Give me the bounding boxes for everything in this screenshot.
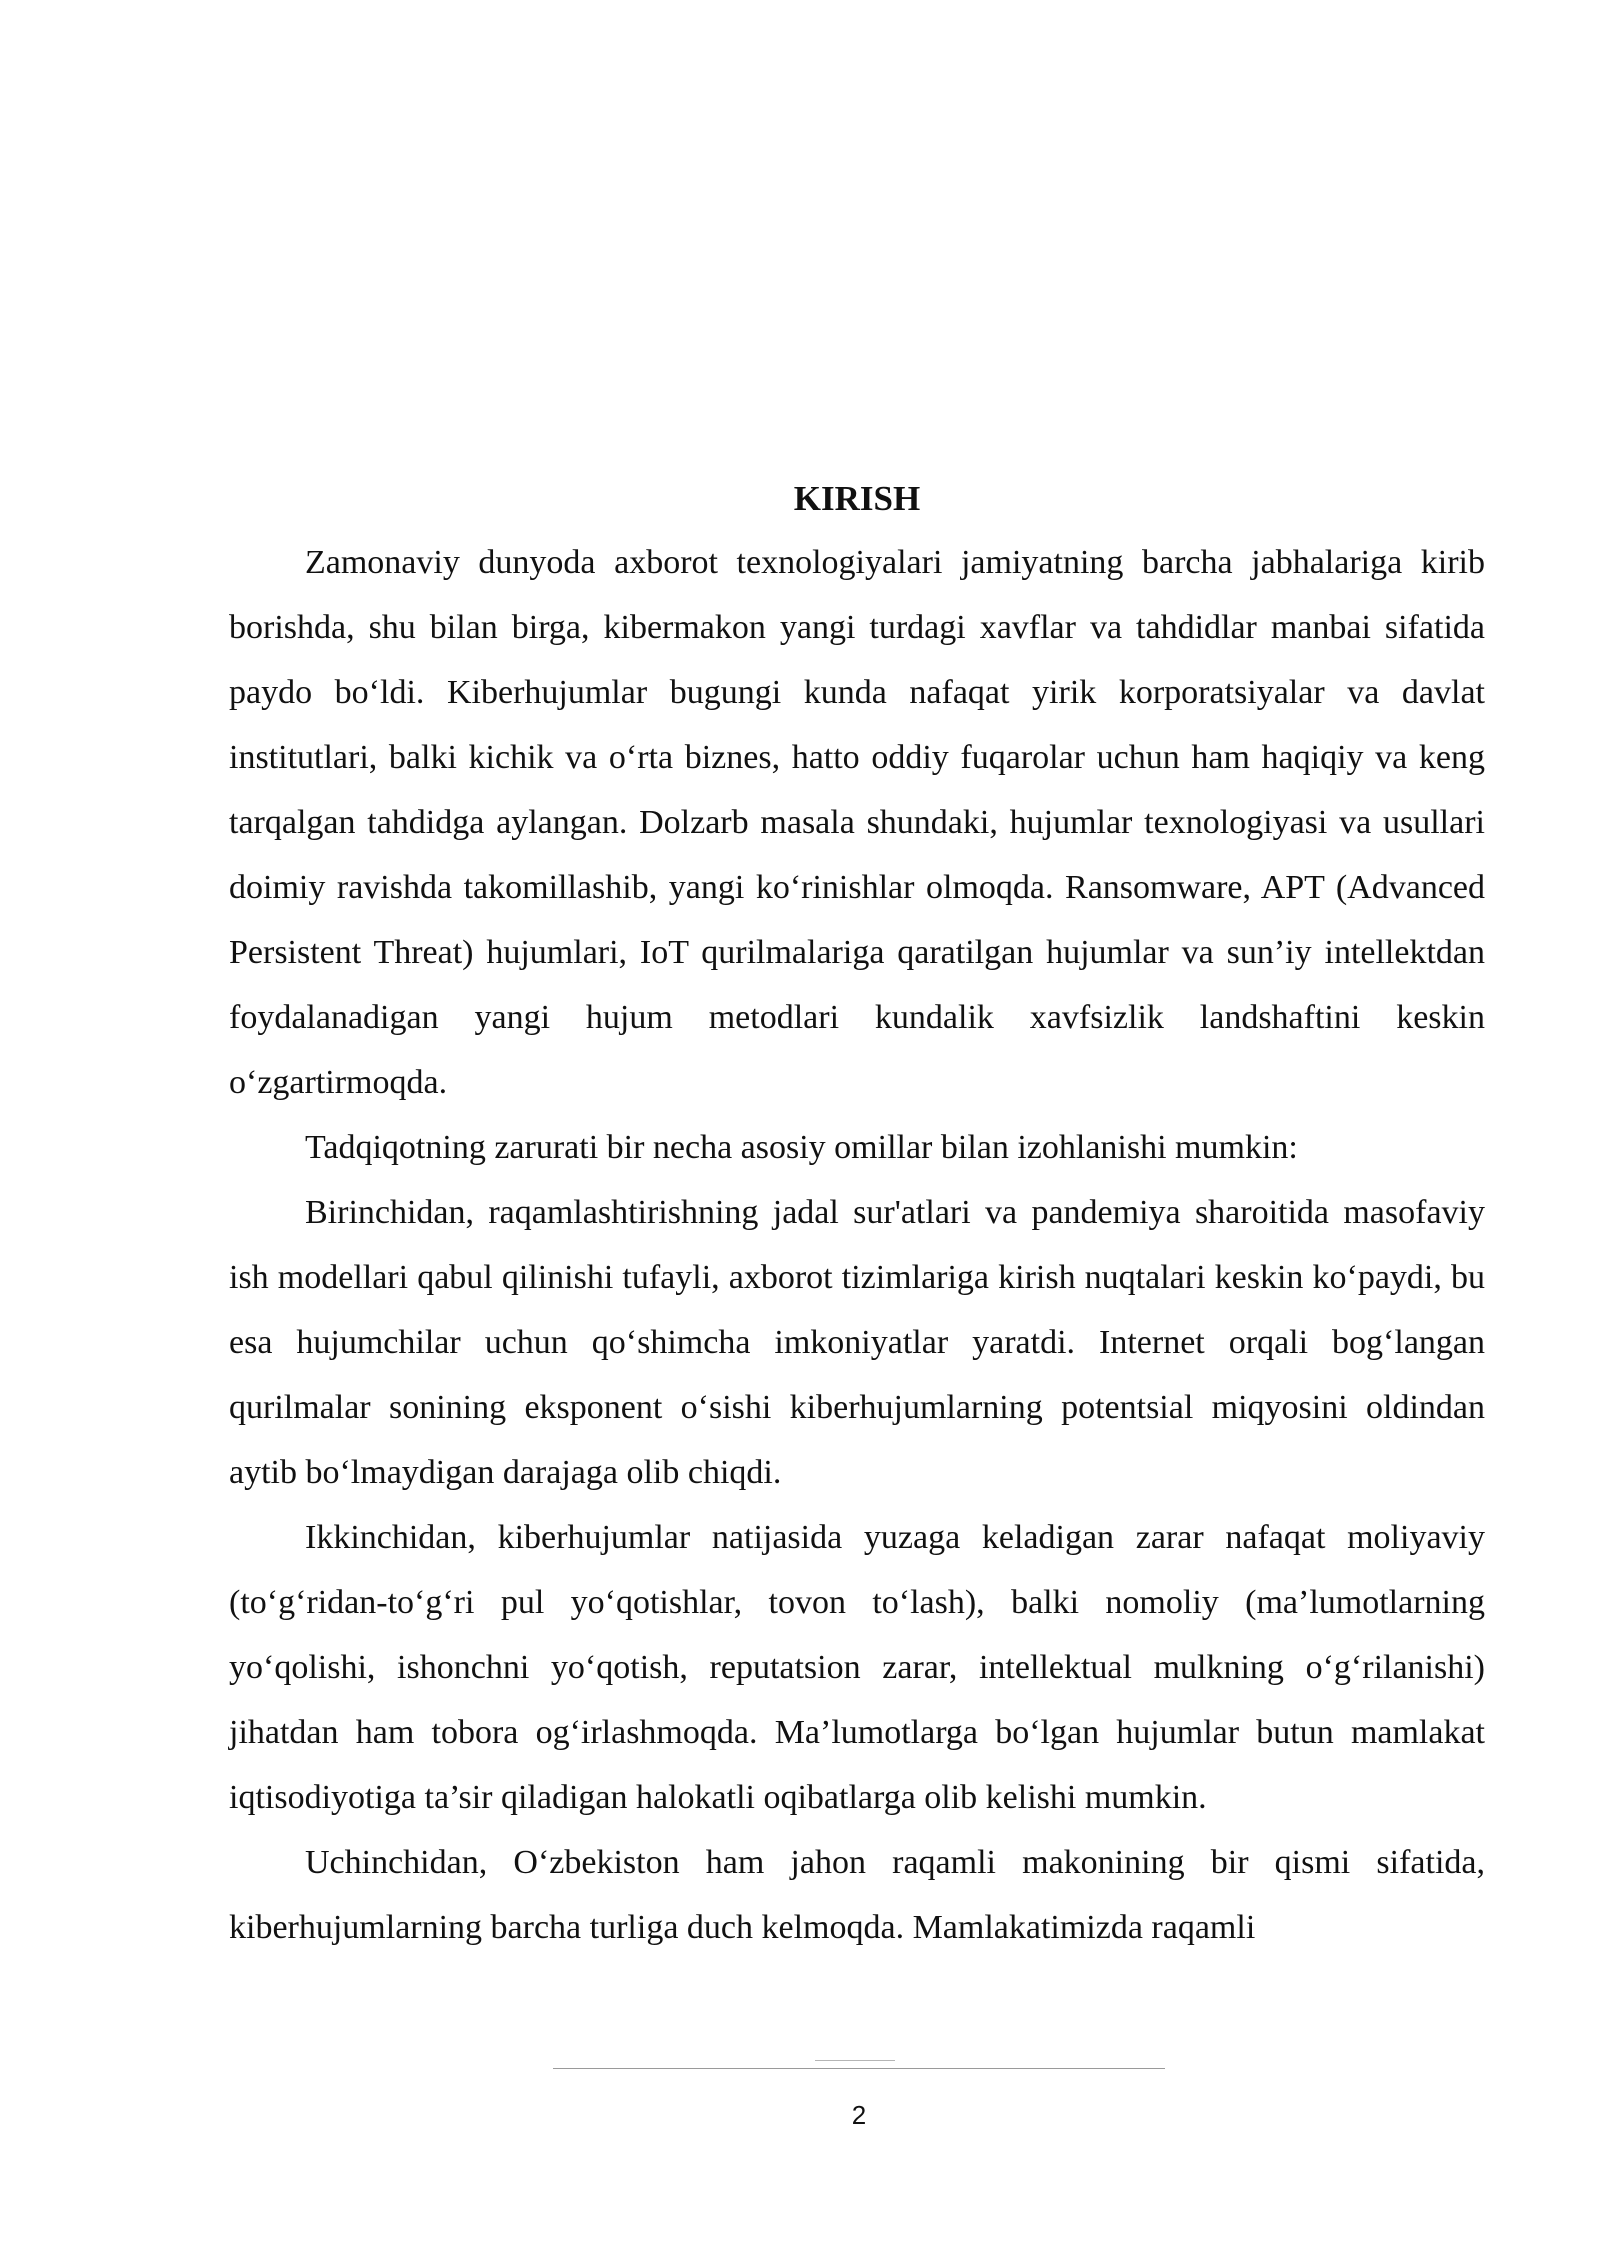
document-body	[229, 478, 1485, 1960]
paragraph-first-reason: Birinchidan, raqamlashtirishning jadal sur'atlari va pandemiya sharoitida masofaviy ish modellari qabul qilinishi tufayli, axborot tizimlariga kirish nuqtalari keskin ko‘paydi, bu esa hujumchilar uchun qo‘shimcha imkoniyatlar yaratdi. Internet orqali bog‘langan qurilmalar sonining eksponent o‘sishi kiberhujumlarning potentsial miqyosini oldindan aytib bo‘lmaydigan darajaga olib chiqdi.	[229, 1194, 1485, 1491]
footer-divider	[553, 2068, 1165, 2069]
paragraph-third-reason: Uchinchidan, O‘zbekiston ham jahon raqamli makonining bir qismi sifatida, kiberhujumlarning barcha turliga duch kelmoqda. Mamlakatimizda raqamli	[229, 1844, 1485, 1946]
section-heading: KIRISH	[793, 479, 921, 518]
page-number: 2	[851, 2100, 867, 2130]
paragraph-intro: Zamonaviy dunyoda axborot texnologiyalari jamiyatning barcha jabhalariga kirib borishda, shu bilan birga, kibermakon yangi turdagi xavflar va tahdidlar manbai sifatida paydo bo‘ldi. Kiberhujumlar bugungi kunda nafaqat yirik korporatsiyalar va davlat institutlari, balki kichik va o‘rta biznes, hatto oddiy fuqarolar uchun ham haqiqiy va keng tarqalgan tahdidga aylangan. Dolzarb masala shundaki, hujumlar texnologiyasi va usullari doimiy ravishda takomillashib, yangi ko‘rinishlar olmoqda. Ransomware, APT (Advanced Persistent Threat) hujumlari, IoT qurilmalariga qaratilgan hujumlar va sun’iy intellektdan foydalanadigan yangi hujum metodlari kundalik xavfsizlik landshaftini keskin o‘zgartirmoqda.	[229, 544, 1485, 1101]
paragraph-necessity: Tadqiqotning zarurati bir necha asosiy omillar bilan izohlanishi mumkin:	[305, 1129, 1298, 1166]
paragraph-second-reason: Ikkinchidan, kiberhujumlar natijasida yuzaga keladigan zarar nafaqat moliyaviy (to‘g‘ridan-to‘g‘ri pul yo‘qotishlar, tovon to‘lash), balki nomoliy (ma’lumotlarning yo‘qolishi, ishonchni yo‘qotish, reputatsion zarar, intellektual mulkning o‘g‘rilanishi) jihatdan ham tobora og‘irlashmoqda. Ma’lumotlarga bo‘lgan hujumlar butun mamlakat iqtisodiyotiga ta’sir qiladigan halokatli oqibatlarga olib kelishi mumkin.	[229, 1519, 1485, 1816]
footer-divider-accent	[815, 2060, 895, 2061]
